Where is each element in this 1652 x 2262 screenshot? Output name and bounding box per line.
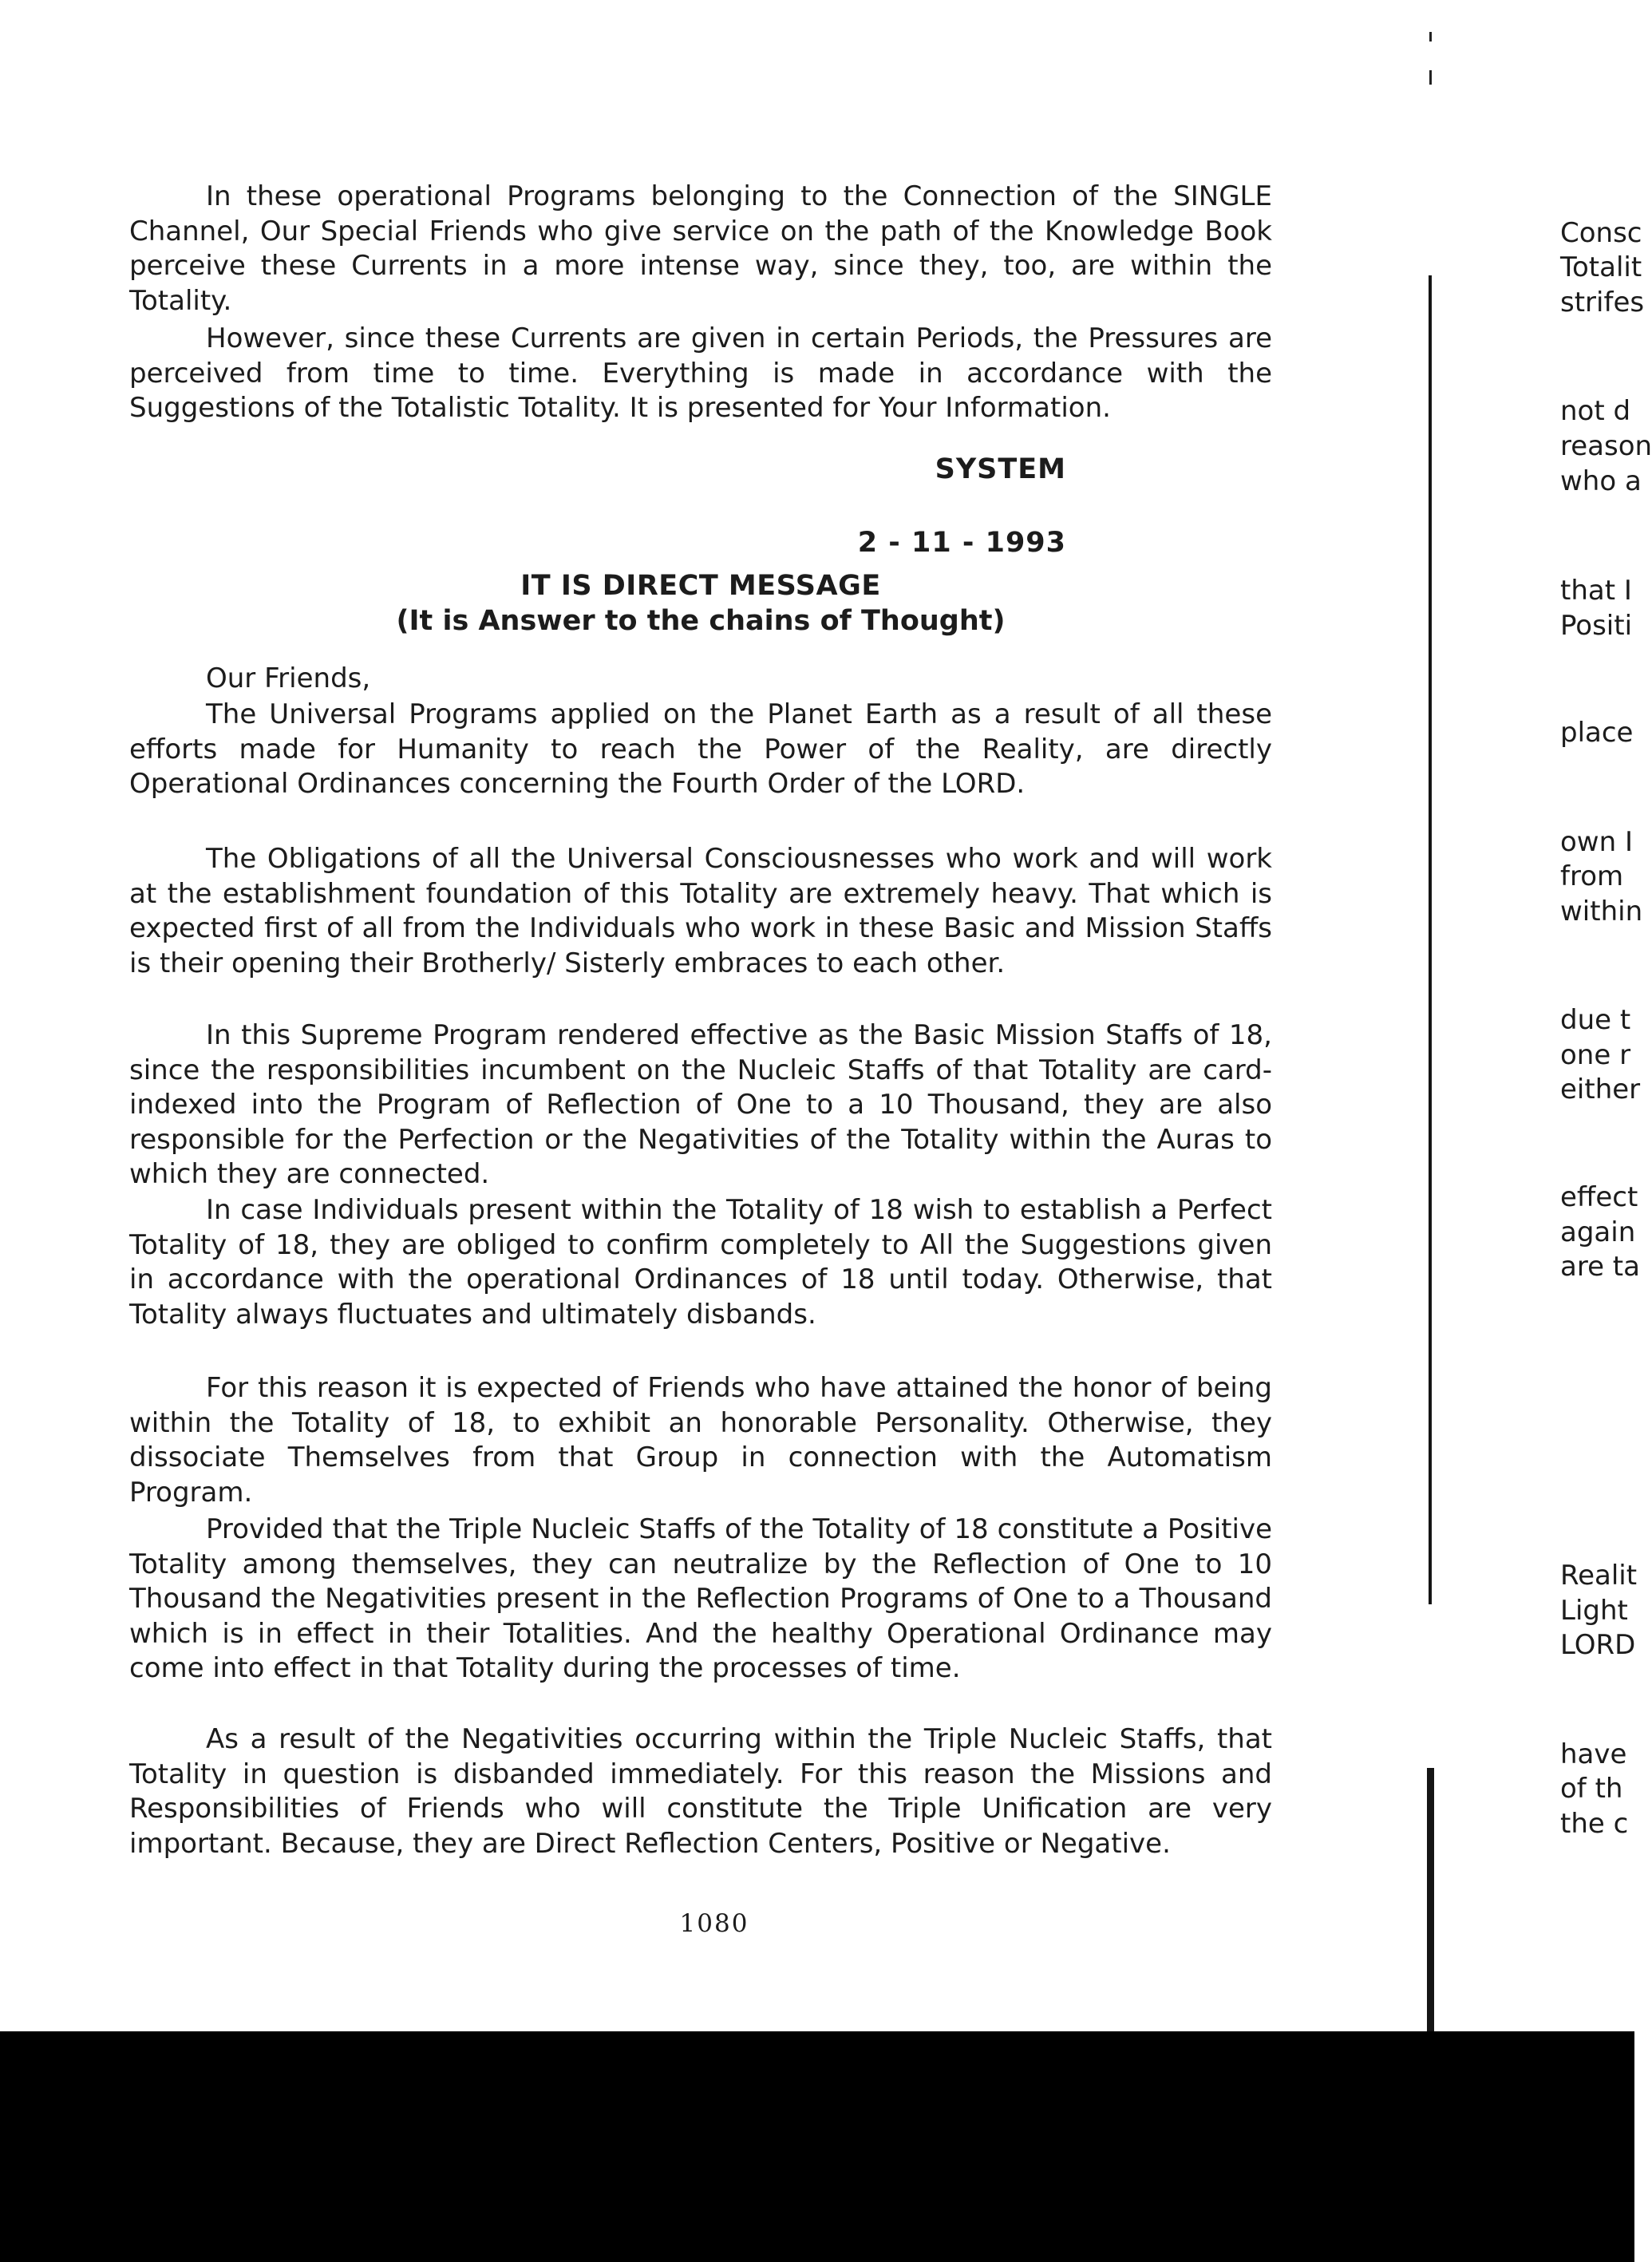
message-subheading: (It is Answer to the chains of Thought) <box>396 605 1006 637</box>
body-paragraph-4: In case Individuals present within the Totality of 18 wish to establish a Perfect Totality of 18, they are obliged to confirm completely to All the Suggestions given in accordance with the operational Ordinances of 18 until today. Otherwise, that Totality always fluctuates and ultimately disbands. <box>129 1194 1272 1331</box>
gutter-mark <box>1429 32 1432 42</box>
right-page-fragment: not d <box>1560 395 1631 427</box>
right-page-fragment: own I <box>1560 826 1633 858</box>
right-page-fragment: Totalit <box>1560 251 1642 283</box>
right-page-fragment: that I <box>1560 575 1632 607</box>
right-page-fragment: due t <box>1560 1004 1631 1036</box>
gutter-mark <box>1429 70 1432 85</box>
right-page-fragment: effect <box>1560 1181 1638 1213</box>
right-page-fragment: are ta <box>1560 1251 1640 1283</box>
body-paragraph-1: The Universal Programs applied on the Planet Earth as a result of all these efforts made for Humanity to reach the Power of the Reality, are directly Operational Ordinances concerning the Fourth Order of the LORD. <box>129 698 1272 800</box>
right-page-fragment: either <box>1560 1074 1641 1105</box>
right-page-fragment: Light <box>1560 1595 1628 1627</box>
signature-system: SYSTEM <box>935 453 1066 485</box>
body-paragraph-6: Provided that the Triple Nucleic Staffs of the Totality of 18 constitute a Positive Totality among themselves, they can neutralize by the Reflection of One to 10 Thousand the Negativities present in the Reflection Programs of One to a Thousand which is in effect in their Totalities. And the healthy Operational Ordinance may come into effect in that Totality during the processes of time. <box>129 1513 1272 1684</box>
right-page-fragment: have <box>1560 1738 1627 1770</box>
right-page-fragment: one r <box>1560 1039 1631 1071</box>
salutation: Our Friends, <box>206 662 371 694</box>
book-gutter-shadow <box>1427 1768 1434 2031</box>
right-page-fragment: reason <box>1560 430 1652 462</box>
right-page-fragment: LORD <box>1560 1629 1636 1661</box>
body-paragraph-5: For this reason it is expected of Friends who have attained the honor of being within the Totality of 18, to exhibit an honorable Personality. Otherwise, they dissociate Themselves from that Group in connection with the Automatism Program. <box>129 1372 1272 1509</box>
right-page-fragment: of th <box>1560 1773 1623 1805</box>
right-page-fragment: place <box>1560 717 1634 749</box>
right-page-fragment: Realit <box>1560 1560 1638 1592</box>
message-date: 2 - 11 - 1993 <box>857 527 1066 559</box>
right-page-fragment: who a <box>1560 465 1642 497</box>
right-page-fragment: from <box>1560 860 1624 892</box>
page-number: 1080 <box>679 1909 749 1938</box>
paragraph-1: In these operational Programs belonging to the Connection of the SINGLE Channel, Our Special Friends who give service on the path of the Knowledge Book perceive these Currents in a more intense way, since they, too, are within the Totality. <box>129 180 1272 317</box>
right-page-fragment: strifes <box>1560 287 1645 318</box>
message-heading: IT IS DIRECT MESSAGE <box>520 570 881 602</box>
body-paragraph-3: In this Supreme Program rendered effective as the Basic Mission Staffs of 18, since the responsibilities incumbent on the Nucleic Staffs of that Totality are card-indexed into the Program of Reflection of One to a 10 Thousand, they are also responsible for the Perfection or the Negativities of the Totality within the Auras to which they are connected. <box>129 1019 1272 1190</box>
book-gutter-shadow <box>1429 275 1432 1604</box>
scan-border <box>0 2031 1634 2262</box>
right-page-fragment: within <box>1560 896 1643 927</box>
right-page-fragment: again <box>1560 1216 1636 1248</box>
right-page-fragment: Positi <box>1560 610 1633 642</box>
right-page-fragment: Consc <box>1560 217 1642 249</box>
body-paragraph-7: As a result of the Negativities occurring within the Triple Nucleic Staffs, that Totality in question is disbanded immediately. For this reason the Missions and Responsibilities of Friends who will constitute the Triple Unification are very important. Because, they are Direct Reflection Centers, Positive or Negative. <box>129 1723 1272 1860</box>
paragraph-2: However, since these Currents are given in certain Periods, the Pressures are perceived from time to time. Everything is made in accordance with the Suggestions of the Totalistic Totality. It is presented for Your Information. <box>129 322 1272 424</box>
body-paragraph-2: The Obligations of all the Universal Consciousnesses who work and will work at the establishment foundation of this Totality are extremely heavy. That which is expected first of all from the Individuals who work in these Basic and Mission Staffs is their opening their Brotherly/ Sisterly embraces to each other. <box>129 843 1272 979</box>
right-page-fragment: the c <box>1560 1808 1629 1840</box>
